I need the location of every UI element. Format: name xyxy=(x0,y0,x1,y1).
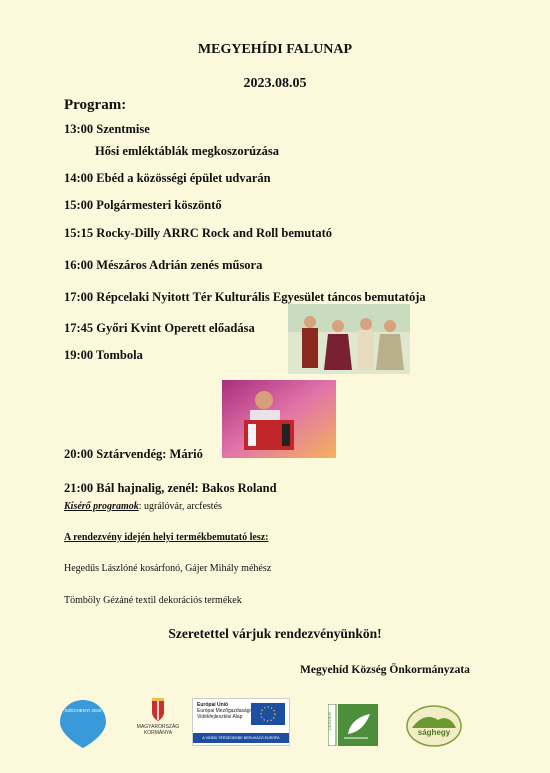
event-date: 2023.08.05 xyxy=(243,76,307,91)
products-heading xyxy=(64,532,269,543)
program-item: 17:00 Répcelaki Nyitott Tér Kulturális Egyesület táncos bemutatója xyxy=(64,290,426,304)
program-item: 14:00 Ebéd a közösségi épület udvarán xyxy=(64,171,271,185)
program-item: 13:00 Szentmise xyxy=(64,122,150,136)
saghegy-text: sághegy xyxy=(417,728,451,737)
eu-title: Európai Unió xyxy=(197,702,229,708)
side-programs xyxy=(64,501,222,512)
gov-text-1: MAGYARORSZÁG xyxy=(136,724,180,730)
eu-line-1: Európai Mezőgazdasági xyxy=(197,708,251,714)
eu-bottom: A VIDÉKI TÉRSÉGEKBE BERUHÁZÓ EURÓPA xyxy=(193,733,289,743)
program-item: 17:45 Győri Kvint Operett előadása xyxy=(64,321,255,335)
saghegy-logo xyxy=(406,704,462,748)
program-item: 15:00 Polgármesteri köszöntő xyxy=(64,198,222,212)
closing-text: Szeretettel várjuk rendezvényünkön! xyxy=(168,626,382,641)
eu-line-2: Vidékfejlesztési Alap xyxy=(197,714,243,720)
mario-photo xyxy=(222,380,336,458)
leader-text: LEADER xyxy=(327,712,332,731)
signature: Megyehíd Község Önkormányzata xyxy=(300,664,470,676)
program-item: 15:15 Rocky-Dilly ARRC Rock and Roll bemutató xyxy=(64,226,333,240)
program-item: 19:00 Tombola xyxy=(64,348,143,362)
operett-photo xyxy=(288,304,410,374)
program-item: 20:00 Sztárvendég: Márió xyxy=(64,447,203,461)
szechenyi-2020-logo xyxy=(58,698,108,750)
program-item: 21:00 Bál hajnalig, zenél: Bakos Roland xyxy=(64,481,277,495)
page-title: MEGYEHÍDI FALUNAP xyxy=(197,42,353,57)
gov-text-2: KORMÁNYA xyxy=(143,730,173,736)
products-line: Hegedűs Lászlóné kosárfonó, Gájer Mihály méhész xyxy=(64,563,272,574)
eu-flag-icon xyxy=(251,703,285,725)
side-programs-label: Kísérő programok xyxy=(64,501,139,512)
eu-logo xyxy=(192,698,290,746)
government-logo xyxy=(132,694,184,742)
products-line: Tömböly Gézáné textil dekorációs termékek xyxy=(64,595,242,606)
sponsor-logos xyxy=(0,690,550,760)
program-heading: Program: xyxy=(64,97,127,113)
side-programs-text: : ugrálóvár, arcfestés xyxy=(138,501,222,512)
program-item: 16:00 Mészáros Adrián zenés műsora xyxy=(64,258,263,272)
products-heading-text: A rendezvény idején helyi termékbemutató lesz: xyxy=(64,532,269,543)
szechenyi-text: SZÉCHENYI 2020 xyxy=(64,708,102,713)
leader-logo xyxy=(328,704,378,746)
program-item: Hősi emléktáblák megkoszorúzása xyxy=(95,144,280,158)
